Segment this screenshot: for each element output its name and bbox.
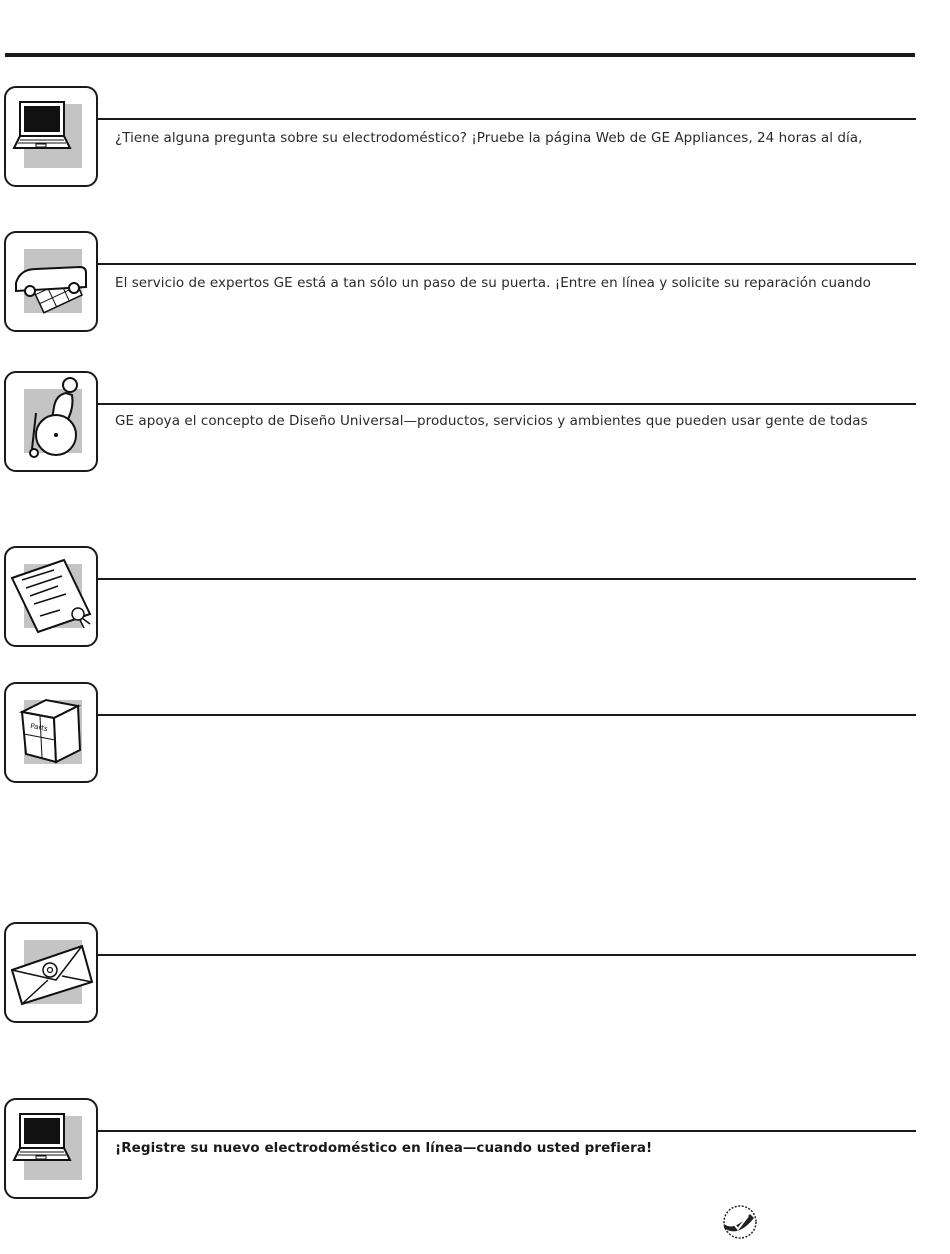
- section-service: [4, 231, 916, 331]
- section-rule: [96, 714, 916, 716]
- parts-box-icon: [4, 682, 98, 783]
- section-rule: [96, 1130, 916, 1132]
- section-text: GE apoya el concepto de Diseño Universal—productos, servicios y ambientes que pueden usar gente de todas: [115, 413, 868, 429]
- section-rule: [96, 118, 916, 120]
- wheelchair-icon: [4, 371, 98, 472]
- green-seal-icon: [720, 1202, 760, 1242]
- certificate-icon: [4, 546, 98, 647]
- section-warranty: [4, 546, 916, 646]
- section-rule: [96, 403, 916, 405]
- top-rule: [5, 53, 915, 57]
- section-rule: [96, 578, 916, 580]
- section-text: ¿Tiene alguna pregunta sobre su electrodoméstico? ¡Pruebe la página Web de GE Appliances, 24 horas al día,: [115, 130, 863, 146]
- service-van-icon: [4, 231, 98, 332]
- section-website: [4, 86, 916, 186]
- section-contact: [4, 922, 916, 1022]
- section-parts: [4, 682, 916, 782]
- section-rule: [96, 954, 916, 956]
- register-text: ¡Registre su nuevo electrodoméstico en línea—cuando usted prefiera!: [115, 1140, 653, 1156]
- email-envelope-icon: [4, 922, 98, 1023]
- laptop-icon: [4, 1098, 98, 1199]
- section-rule: [96, 263, 916, 265]
- section-universal-design: [4, 371, 916, 471]
- laptop-icon: [4, 86, 98, 187]
- section-text: El servicio de expertos GE está a tan sólo un paso de su puerta. ¡Entre en línea y solicite su reparación cuando: [115, 275, 871, 291]
- parts-label: Parts: [29, 722, 49, 734]
- section-register: [4, 1098, 916, 1198]
